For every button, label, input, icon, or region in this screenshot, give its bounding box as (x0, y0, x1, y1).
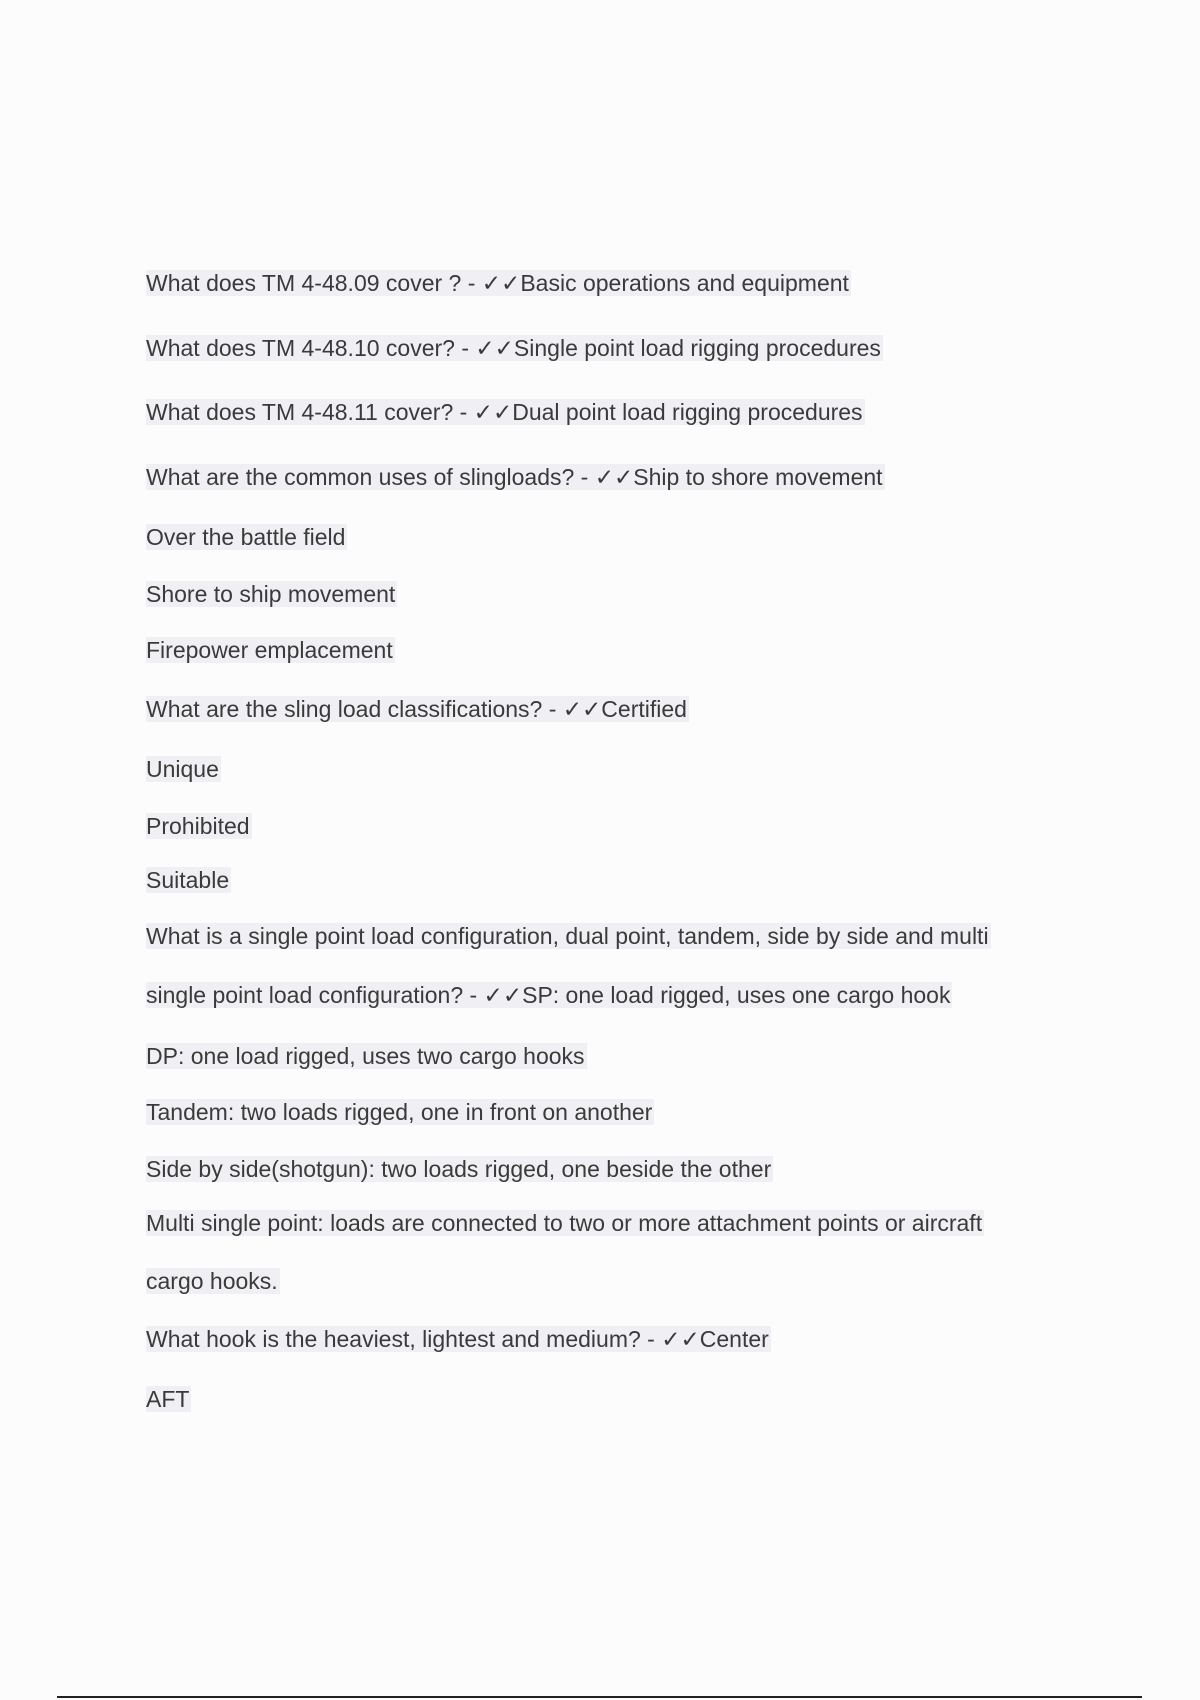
qa-line-slingload-uses (146, 461, 885, 493)
text-highlight: Side by side(shotgun): two loads rigged, one beside the other (146, 1156, 772, 1182)
answer-line (146, 1383, 191, 1415)
text-highlight: Suitable (146, 867, 230, 893)
qa-line-classifications (146, 693, 689, 725)
answer-line (146, 1096, 654, 1128)
text-highlight: Prohibited (146, 813, 250, 839)
text-highlight: single point load configuration? - ✓✓SP: one load rigged, uses one cargo hook (146, 982, 951, 1008)
answer-line (146, 1207, 984, 1239)
text-highlight: Unique (146, 756, 219, 782)
text-highlight: What are the common uses of slingloads? - ✓✓Ship to shore movement (146, 464, 883, 490)
qa-line-tm-4-48-11 (146, 396, 865, 428)
text-highlight: What does TM 4-48.11 cover? - ✓✓Dual point load rigging procedures (146, 399, 863, 425)
answer-line (146, 864, 231, 896)
text-highlight: What hook is the heaviest, lightest and medium? - ✓✓Center (146, 1326, 769, 1352)
text-highlight: What are the sling load classifications? - ✓✓Certified (146, 696, 687, 722)
footer-rule (57, 1696, 1142, 1698)
qa-line-tm-4-48-10 (146, 332, 883, 364)
answer-line (146, 634, 395, 666)
qa-line-tm-4-48-09 (146, 267, 851, 299)
qa-line-load-configurations-cont (146, 979, 952, 1011)
qa-line-hooks (146, 1323, 771, 1355)
text-highlight: Shore to ship movement (146, 581, 396, 607)
qa-line-load-configurations (146, 920, 991, 952)
text-highlight: Tandem: two loads rigged, one in front on another (146, 1099, 653, 1125)
text-highlight: What is a single point load configuration, dual point, tandem, side by side and multi (146, 923, 989, 949)
answer-line (146, 810, 252, 842)
text-highlight: Over the battle field (146, 524, 346, 550)
answer-line (146, 1040, 587, 1072)
answer-line (146, 578, 397, 610)
text-highlight: AFT (146, 1386, 190, 1412)
answer-line (146, 521, 347, 553)
text-highlight: Multi single point: loads are connected to two or more attachment points or aircraft (146, 1210, 983, 1236)
text-highlight: What does TM 4-48.09 cover ? - ✓✓Basic operations and equipment (146, 270, 849, 296)
answer-line (146, 753, 221, 785)
answer-line (146, 1265, 280, 1297)
answer-line (146, 1153, 773, 1185)
text-highlight: DP: one load rigged, uses two cargo hooks (146, 1043, 585, 1069)
text-highlight: cargo hooks. (146, 1268, 278, 1294)
text-highlight: What does TM 4-48.10 cover? - ✓✓Single point load rigging procedures (146, 335, 881, 361)
text-highlight: Firepower emplacement (146, 637, 393, 663)
